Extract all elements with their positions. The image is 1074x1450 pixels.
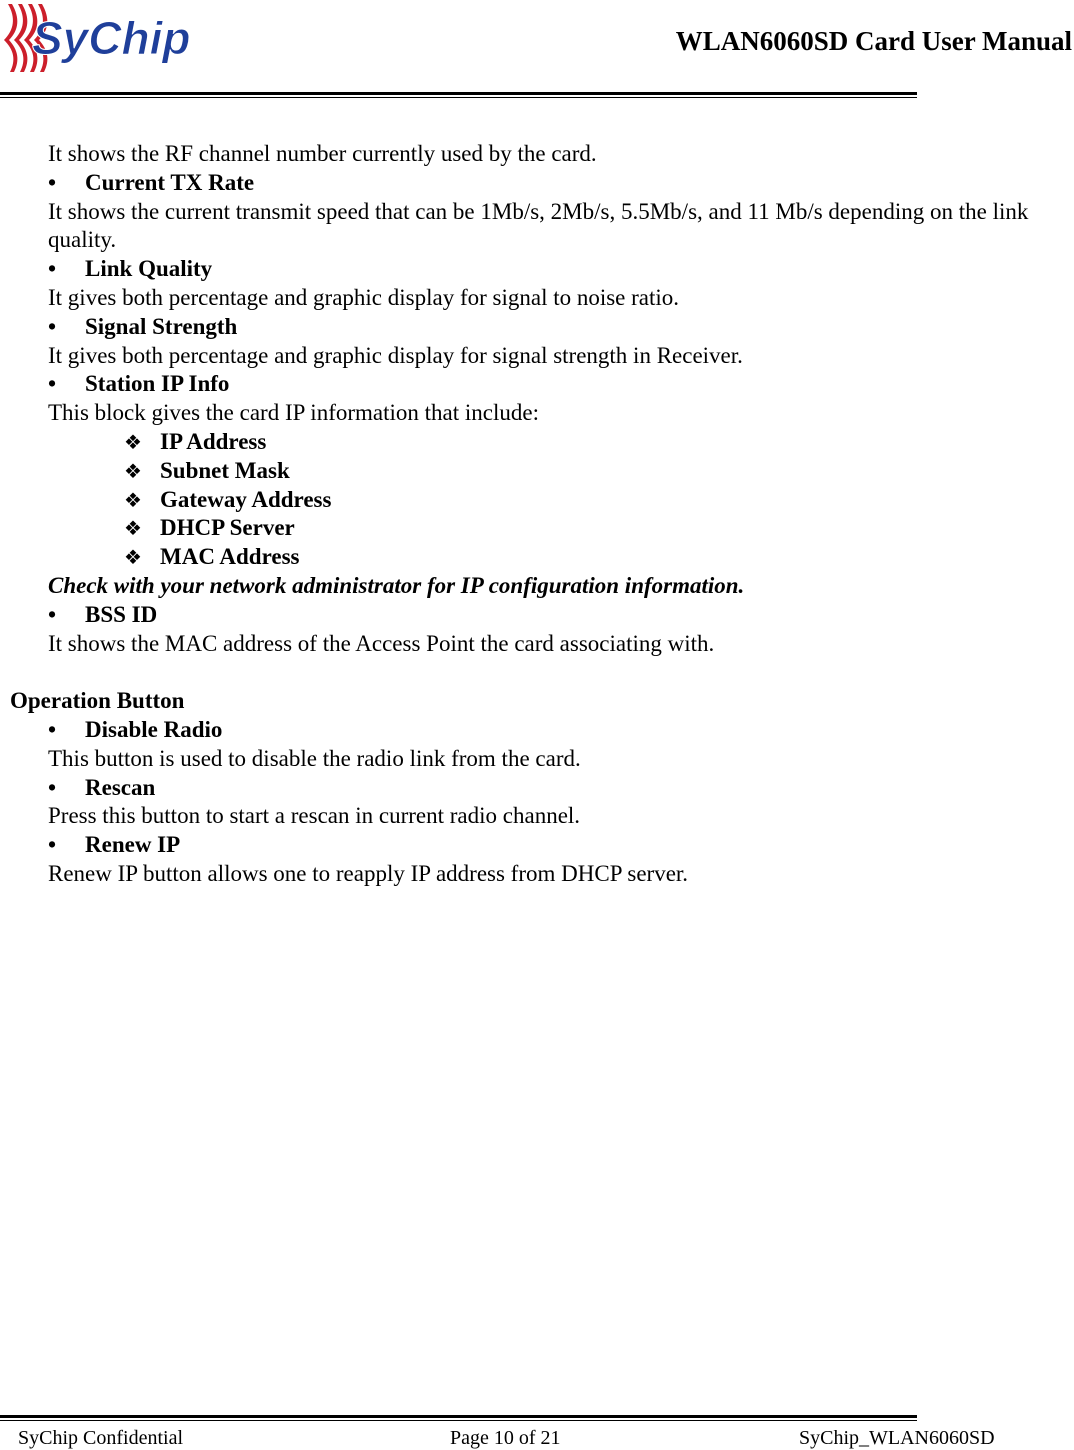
footer-document-id: SyChip_WLAN6060SD: [799, 1427, 995, 1449]
ip-field-item: [0, 457, 1074, 486]
diamond-bullet-icon: ❖: [124, 458, 142, 483]
footer-confidential: SyChip Confidential: [18, 1427, 183, 1449]
item-description: Renew IP button allows one to reapply IP address from DHCP server.: [48, 860, 689, 886]
logo-wordmark: SyChip: [32, 12, 191, 64]
list-item: [0, 169, 1074, 198]
header-rule-thick: [0, 92, 917, 95]
header-rule-thin: [0, 97, 917, 98]
ip-field-item: [0, 486, 1074, 515]
bullet-icon: •: [48, 716, 57, 742]
item-label: Current TX Rate: [85, 169, 255, 195]
footer-page-number: Page 10 of 21: [450, 1427, 561, 1449]
item-label: BSS ID: [85, 601, 158, 627]
bullet-icon: •: [48, 169, 57, 195]
ip-field-item: [0, 543, 1074, 572]
bullet-icon: •: [48, 832, 57, 858]
item-description: It gives both percentage and graphic display for signal strength in Receiver.: [48, 342, 743, 368]
diamond-bullet-icon: ❖: [124, 516, 142, 541]
ip-field-label: DHCP Server: [160, 515, 295, 541]
bullet-icon: •: [48, 601, 57, 627]
section-heading: Operation Button: [10, 688, 185, 714]
list-item: [0, 601, 1074, 630]
bullet-icon: •: [48, 256, 57, 282]
ip-field-label: Subnet Mask: [160, 457, 290, 483]
diamond-bullet-icon: ❖: [124, 487, 142, 512]
ip-field-label: MAC Address: [160, 544, 300, 570]
footer-rule-thick: [0, 1415, 917, 1418]
list-item: [0, 313, 1074, 342]
ip-field-item: [0, 514, 1074, 543]
list-item: [0, 831, 1074, 860]
item-description: It gives both percentage and graphic display for signal to noise ratio.: [48, 284, 680, 310]
intro-text: It shows the RF channel number currently used by the card.: [48, 141, 597, 166]
list-item: [0, 370, 1074, 399]
ip-field-label: Gateway Address: [160, 486, 332, 512]
footer-rule-thin: [0, 1420, 917, 1421]
page-body: [0, 140, 1074, 889]
list-item: [0, 255, 1074, 284]
bullet-icon: •: [48, 774, 57, 800]
item-label: Renew IP: [85, 832, 181, 858]
list-item: [0, 774, 1074, 803]
item-description: It shows the current transmit speed that can be 1Mb/s, 2Mb/s, 5.5Mb/s, and 11 Mb/s depending on the link quality.: [48, 198, 1029, 253]
list-item: [0, 716, 1074, 745]
bullet-icon: •: [48, 313, 57, 339]
diamond-bullet-icon: ❖: [124, 545, 142, 570]
item-label: Rescan: [85, 774, 156, 800]
ip-field-label: IP Address: [160, 428, 267, 454]
ip-config-note: Check with your network administrator for IP configuration information.: [48, 572, 745, 598]
item-label: Disable Radio: [85, 716, 223, 742]
item-description: It shows the MAC address of the Access Point the card associating with.: [48, 630, 715, 656]
ip-field-item: [0, 428, 1074, 457]
diamond-bullet-icon: ❖: [124, 429, 142, 454]
item-label: Station IP Info: [85, 371, 230, 397]
item-description: This button is used to disable the radio link from the card.: [48, 745, 581, 771]
sychip-logo: [2, 2, 228, 74]
item-description: Press this button to start a rescan in current radio channel.: [48, 803, 581, 829]
item-description: This block gives the card IP information that include:: [48, 400, 539, 426]
document-title: WLAN6060SD Card User Manual: [675, 26, 1072, 56]
spacer: [0, 658, 1074, 687]
bullet-icon: •: [48, 371, 57, 397]
item-label: Signal Strength: [85, 313, 238, 339]
item-label: Link Quality: [85, 256, 213, 282]
